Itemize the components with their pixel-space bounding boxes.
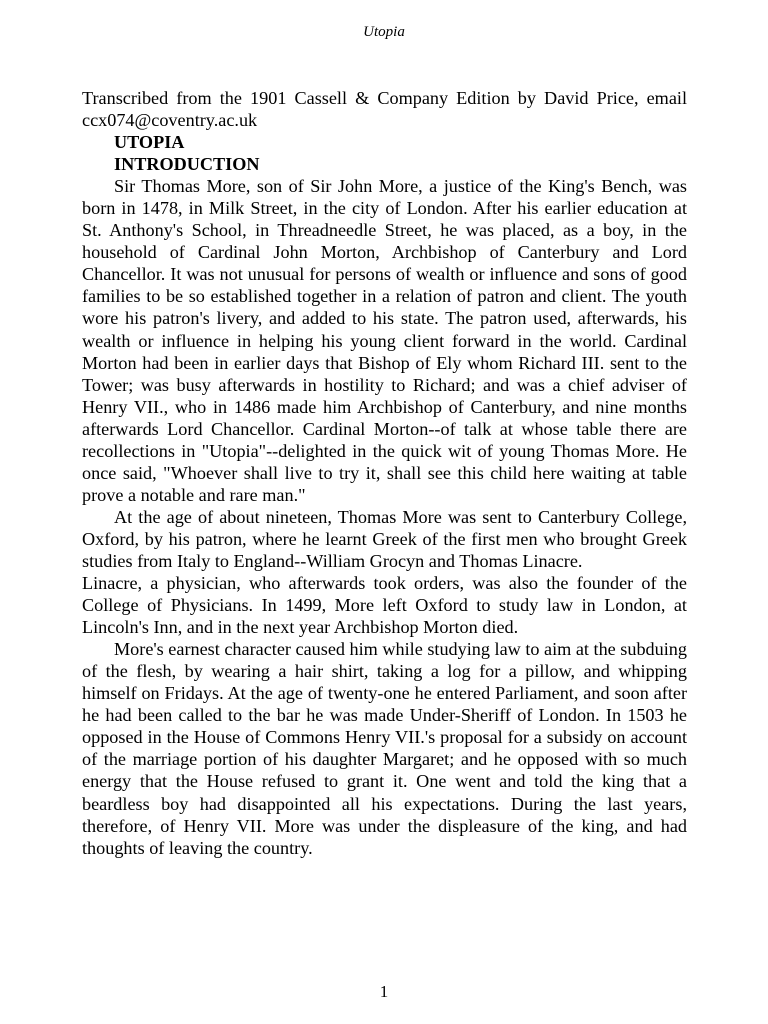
- page-number: 1: [379, 982, 389, 1001]
- paragraph: At the age of about nineteen, Thomas More was sent to Canterbury College, Oxford, by his patron, where he learnt Greek of the first men who brought Greek studies from Italy to England--William Grocyn and Thomas Linacre.: [82, 506, 687, 571]
- transcriber-note: Transcribed from the 1901 Cassell & Company Edition by David Price, email ccx074@coventry.ac.uk: [82, 88, 687, 131]
- paragraph: Linacre, a physician, who afterwards took orders, was also the founder of the College of Physicians. In 1499, More left Oxford to study law in London, at Lincoln's Inn, and in the next year Archbishop Morton died.: [82, 573, 687, 638]
- page-body: [82, 87, 687, 859]
- paragraph: More's earnest character caused him while studying law to aim at the subduing of the flesh, by wearing a hair shirt, taking a log for a pillow, and whipping himself on Fridays. At the age of twenty-one he entered Parliament, and soon after he had been called to the bar he was made Under-Sheriff of London. In 1503 he opposed in the House of Commons Henry VII.'s proposal for a subsidy on account of the marriage portion of his daughter Margaret; and he opposed with so much energy that the House refused to grant it. One went and told the king that a beardless boy had disappointed all his expectations. During the last years, therefore, of Henry VII. More was under the displeasure of the king, and had thoughts of leaving the country.: [82, 639, 687, 858]
- paragraph: Sir Thomas More, son of Sir John More, a justice of the King's Bench, was born in 1478, in Milk Street, in the city of London. After his earlier education at St. Anthony's School, in Threadneedle Street, he was placed, as a boy, in the household of Cardinal John Morton, Archbishop of Canterbury and Lord Chancellor. It was not unusual for persons of wealth or influence and sons of good families to be so established together in a relation of patron and client. The youth wore his patron's livery, and added to his state. The patron used, afterwards, his wealth or influence in helping his young client forward in the world. Cardinal Morton had been in earlier days that Bishop of Ely whom Richard III. sent to the Tower; was busy afterwards in hostility to Richard; and was a chief adviser of Henry VII., who in 1486 made him Archbishop of Canterbury, and nine months afterwards Lord Chancellor. Cardinal Morton--of talk at whose table there are recollections in "Utopia"--delighted in the quick wit of young Thomas More. He once said, "Whoever shall live to try it, shall see this child here waiting at table prove a notable and rare man.": [82, 176, 687, 505]
- section-heading: INTRODUCTION: [114, 154, 260, 175]
- running-header: Utopia: [363, 24, 405, 40]
- book-title: UTOPIA: [114, 132, 185, 153]
